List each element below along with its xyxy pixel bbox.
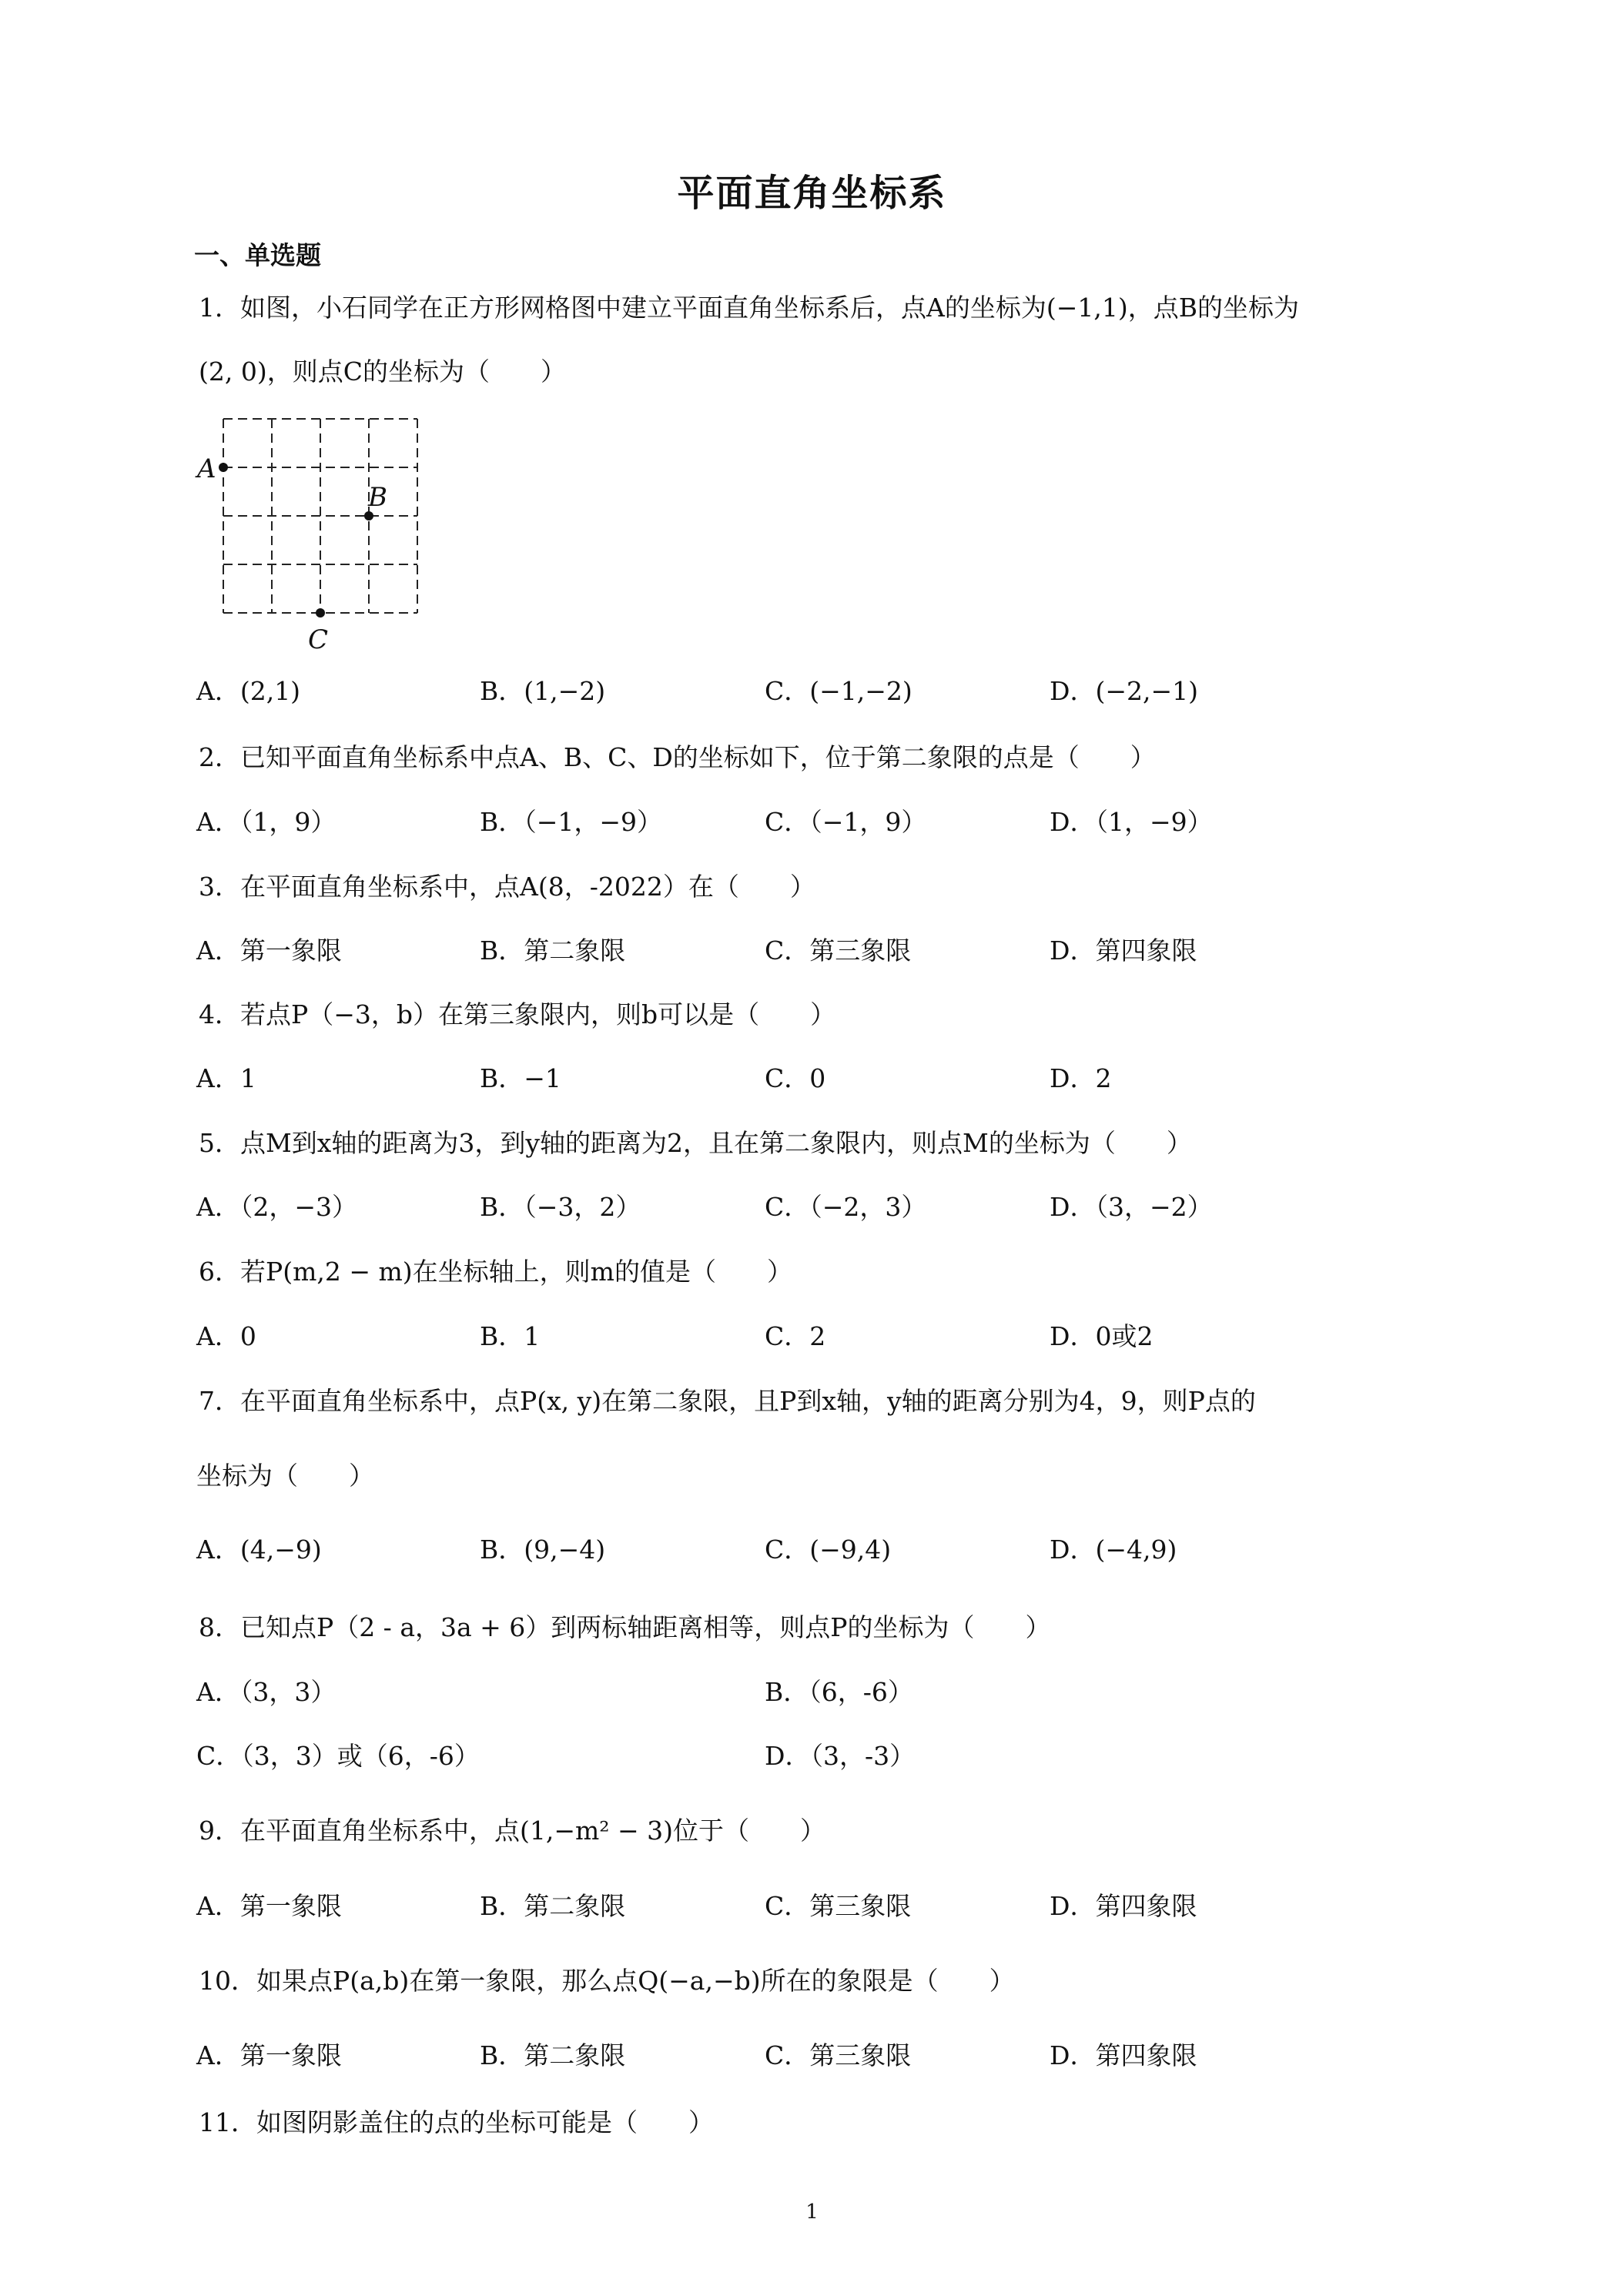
question-1-line-1: 1．如图，小石同学在正方形网格图中建立平面直角坐标系后，点A的坐标为(−1,1)，点B的坐标为 [199, 293, 1299, 323]
question-7-option-d: D．(−4,9) [1050, 1535, 1177, 1565]
question-1-option-c: C．(−1,−2) [765, 676, 912, 706]
question-7-line-1: 7．在平面直角坐标系中，点P(x, y)在第二象限，且P到x轴，y轴的距离分别为4，9，则P点的 [199, 1386, 1256, 1416]
question-10-option-b: B．第二象限 [480, 2040, 626, 2070]
question-8-option-b: B．（6，-6） [765, 1677, 913, 1707]
question-3-option-c: C．第三象限 [765, 935, 912, 966]
question-1-option-d: D．(−2,−1) [1050, 676, 1198, 706]
question-4-option-d: D．2 [1050, 1063, 1112, 1093]
point-a [219, 463, 228, 472]
question-5-stem: 5．点M到x轴的距离为3，到y轴的距离为2，且在第二象限内，则点M的坐标为（ ） [199, 1128, 1192, 1158]
question-1-line-2: (2, 0)，则点C的坐标为（ ） [199, 356, 566, 387]
question-2-option-a: A．（1，9） [196, 807, 337, 837]
question-3-option-a: A．第一象限 [196, 935, 342, 966]
label-b: B [368, 482, 387, 513]
question-10-stem: 10．如果点P(a,b)在第一象限，那么点Q(−a,−b)所在的象限是（ ） [199, 1966, 1015, 1996]
label-c: C [308, 624, 329, 654]
grid-figure [193, 408, 447, 654]
question-2-option-d: D．（1，−9） [1050, 807, 1213, 837]
question-5-option-c: C．（−2，3） [765, 1192, 927, 1222]
label-a: A [197, 454, 216, 484]
question-5-option-d: D．（3，−2） [1050, 1192, 1213, 1222]
question-7-option-a: A．(4,−9) [196, 1535, 322, 1565]
question-3-option-d: D．第四象限 [1050, 935, 1197, 966]
question-1-option-b: B．(1,−2) [480, 676, 606, 706]
section-heading: 一、单选题 [194, 240, 321, 270]
question-5-option-a: A．（2，−3） [196, 1192, 357, 1222]
question-7-option-c: C．(−9,4) [765, 1535, 892, 1565]
question-6-option-c: C．2 [765, 1321, 826, 1351]
question-8-stem: 8．已知点P（2 - a，3a + 6）到两标轴距离相等，则点P的坐标为（ ） [199, 1612, 1051, 1642]
question-9-option-d: D．第四象限 [1050, 1891, 1197, 1921]
question-3-stem: 3．在平面直角坐标系中，点A(8，-2022）在（ ） [199, 872, 815, 902]
point-c [316, 608, 325, 618]
question-5-option-b: B．（−3，2） [480, 1192, 641, 1222]
question-4-stem: 4．若点P（−3，b）在第三象限内，则b可以是（ ） [199, 999, 836, 1029]
question-6-stem: 6．若P(m,2 − m)在坐标轴上，则m的值是（ ） [199, 1257, 792, 1287]
question-1-option-a: A．(2,1) [196, 676, 301, 706]
page-number: 1 [805, 2201, 819, 2224]
question-7-option-b: B．(9,−4) [480, 1535, 606, 1565]
question-9-option-c: C．第三象限 [765, 1891, 912, 1921]
question-6-option-a: A．0 [196, 1321, 256, 1351]
question-8-option-c: C．（3，3）或（6，-6） [196, 1741, 480, 1771]
question-2-stem: 2．已知平面直角坐标系中点A、B、C、D的坐标如下，位于第二象限的点是（ ） [199, 742, 1156, 772]
question-8-option-a: A．（3，3） [196, 1677, 337, 1707]
question-4-option-a: A．1 [196, 1063, 256, 1093]
question-10-option-c: C．第三象限 [765, 2040, 912, 2070]
question-11-stem: 11．如图阴影盖住的点的坐标可能是（ ） [199, 2107, 714, 2137]
question-6-option-d: D．0或2 [1050, 1321, 1154, 1351]
question-4-option-c: C．0 [765, 1063, 826, 1093]
question-9-stem: 9．在平面直角坐标系中，点(1,−m² − 3)位于（ ） [199, 1816, 826, 1846]
question-7-line-2: 坐标为（ ） [196, 1461, 374, 1491]
question-10-option-a: A．第一象限 [196, 2040, 342, 2070]
page-title: 平面直角坐标系 [677, 172, 947, 215]
question-6-option-b: B．1 [480, 1321, 541, 1351]
question-4-option-b: B．−1 [480, 1063, 561, 1093]
question-2-option-b: B．（−1，−9） [480, 807, 663, 837]
question-9-option-a: A．第一象限 [196, 1891, 342, 1921]
question-10-option-d: D．第四象限 [1050, 2040, 1197, 2070]
question-8-option-d: D．（3，-3） [765, 1741, 916, 1771]
question-9-option-b: B．第二象限 [480, 1891, 626, 1921]
question-3-option-b: B．第二象限 [480, 935, 626, 966]
question-2-option-c: C．（−1，9） [765, 807, 927, 837]
